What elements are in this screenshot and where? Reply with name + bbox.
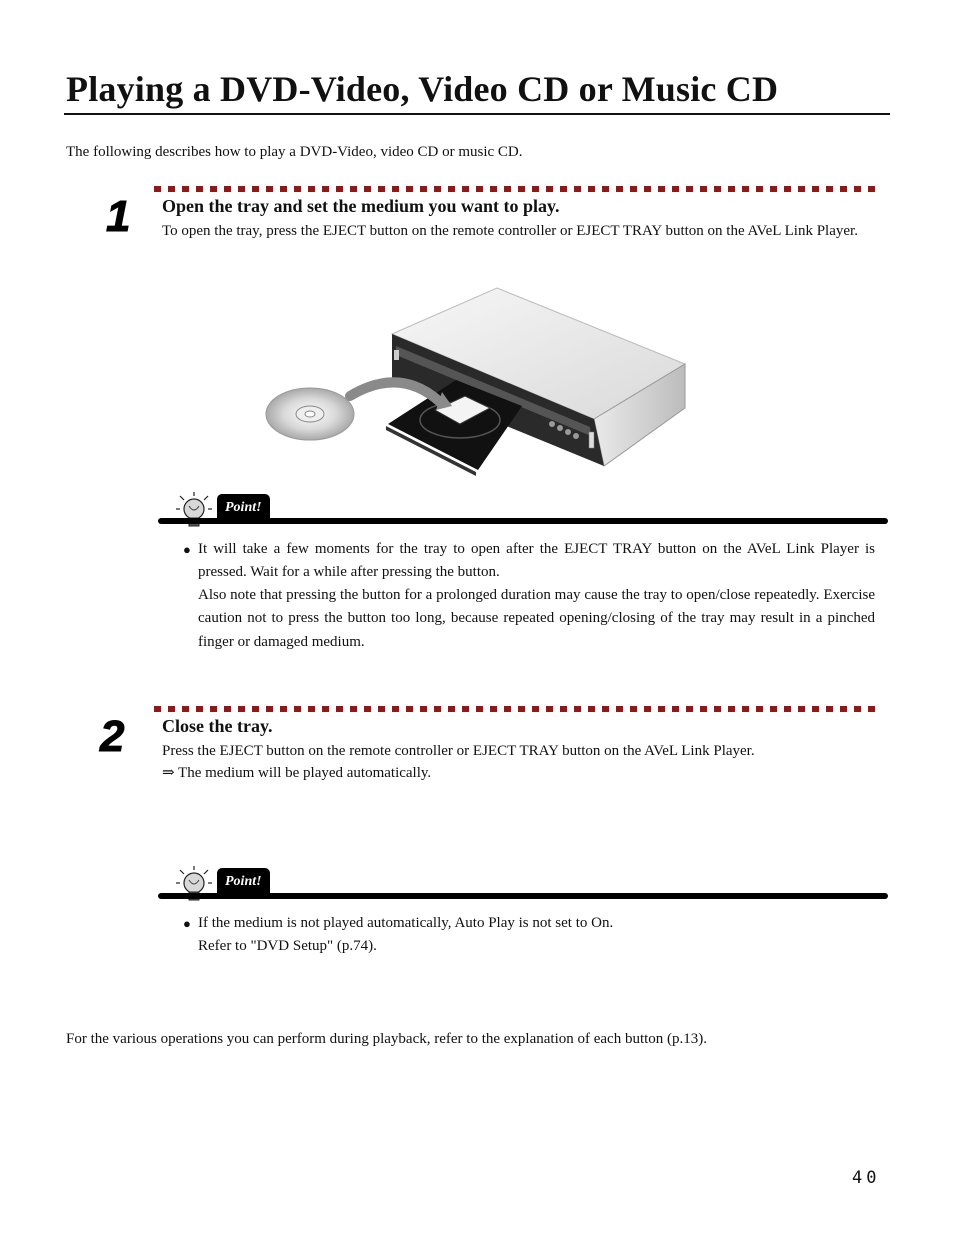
point-2-text-a: If the medium is not played automatically, Auto Play is not set to On. <box>198 915 614 931</box>
step-1-number: 1 <box>106 192 131 241</box>
page-title: Playing a DVD-Video, Video CD or Music CD <box>66 69 779 109</box>
point-label: Point! <box>217 494 270 520</box>
step-2-heading: Close the tray. <box>162 716 273 736</box>
step-2-result: ⇒ The medium will be played automatically. <box>162 765 432 781</box>
page-number: 40 <box>852 1168 881 1188</box>
point-rule <box>158 893 888 899</box>
step-1-divider <box>154 186 880 192</box>
step-2-divider <box>154 706 880 712</box>
step-2-number: 2 <box>100 712 125 761</box>
step-1-heading: Open the tray and set the medium you want to play. <box>162 196 560 216</box>
point-2-text-b: Refer to "DVD Setup" (p.74). <box>198 938 377 954</box>
step-2-body: Press the EJECT button on the remote controller or EJECT TRAY button on the AVeL Link Player. <box>162 743 755 759</box>
point-label: Point! <box>217 868 270 894</box>
point-rule <box>158 518 888 524</box>
outro-text: For the various operations you can perform during playback, refer to the explanation of each button (p.13). <box>66 1031 708 1047</box>
intro-text: The following describes how to play a DVD-Video, video CD or music CD. <box>66 144 523 160</box>
bullet: ● <box>183 542 191 557</box>
point-1-text-a: It will take a few moments for the tray to open after the EJECT TRAY button on the AVeL Link Player is pressed. Wait for a while after pressing the button. <box>198 541 875 581</box>
lightbulb-icon <box>174 490 216 530</box>
point-1-text-b: Also note that pressing the button for a prolonged duration may cause the tray to open/close repeatedly. Exercise caution not to press the button too long, because repeated opening/closing of the tray may result in a pinched finger or damaged medium. <box>198 587 875 650</box>
dvd-player-illustration <box>260 284 690 476</box>
step-1-body: To open the tray, press the EJECT button on the remote controller or EJECT TRAY button on the AVeL Link Player. <box>162 223 858 239</box>
title-rule <box>64 113 890 115</box>
bullet: ● <box>183 916 191 931</box>
